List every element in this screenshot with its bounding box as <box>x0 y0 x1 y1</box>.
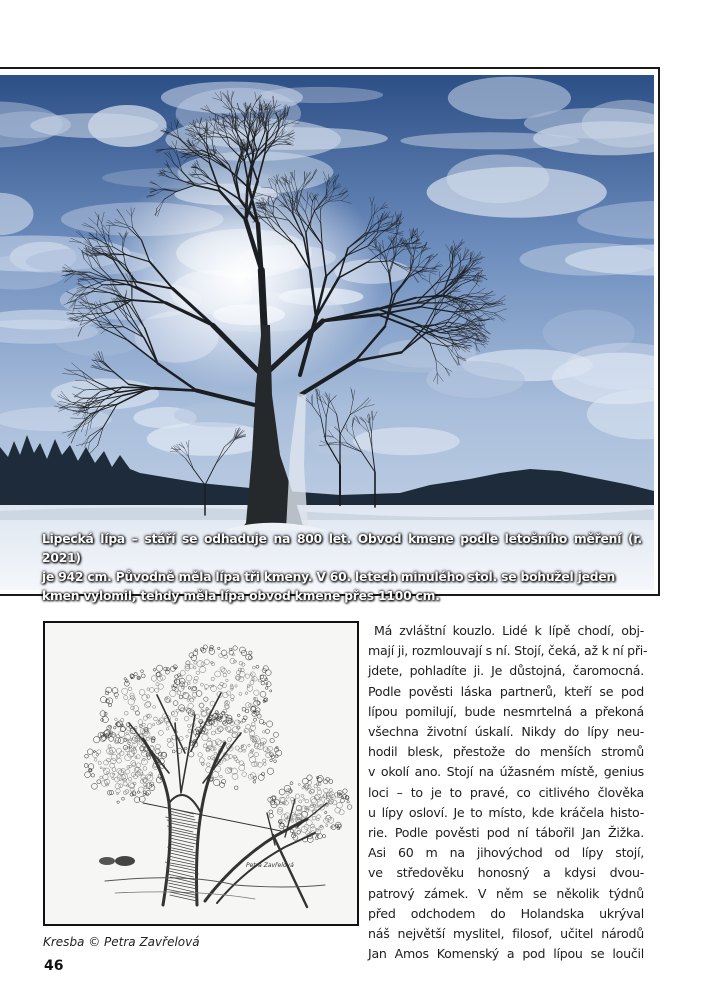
caption-line: kmen vylomil, tehdy měla lípa obvod kmene přes 1100 cm. <box>42 589 440 603</box>
photo-illustration <box>0 75 654 590</box>
article-text <box>368 621 648 964</box>
article-line: Jan Amos Komenský a pod lípou se loučil <box>368 946 644 962</box>
article-line: náš největší myslitel, filosof, učitel národů <box>368 926 644 942</box>
caption-line: Lipecká lípa – stáří se odhaduje na 800 let. Obvod kmene podle letošního měření (r. 2021) <box>42 532 642 565</box>
article-line: u lípy osloví. Je to místo, kde kráčela histo- <box>368 804 644 820</box>
article-line: lípou pomilují, bude nesmrtelná a překoná <box>368 703 644 719</box>
drawing-credit: Kresba © Petra Zavřelová <box>43 935 200 949</box>
tree-pencil-drawing <box>45 623 357 924</box>
article-line: rie. Podle pověsti pod ní tábořil Jan Žižka. <box>368 825 644 841</box>
article-line: Asi 60 m na jihovýchod od lípy stojí, <box>368 845 644 861</box>
article-line: Má zvláštní kouzlo. Lidé k lípě chodí, obj- <box>374 623 644 638</box>
article-line: před odchodem do Holandska ukrýval <box>368 905 644 921</box>
article-line: všechna životní úskalí. Nikdy do lípy neu- <box>368 724 644 740</box>
article-line: patrový zámek. V něm se několik týdnů <box>368 885 644 901</box>
article-line: mají ji, rozmlouvají s ní. Stojí, čeká, až k ní při- <box>368 643 648 659</box>
article-line: hodil blesk, přestože do menších stromů <box>368 744 644 760</box>
page-number: 46 <box>44 958 64 974</box>
drawing-signature: Petra Zavřelová <box>246 862 294 869</box>
photo-frame <box>0 67 660 596</box>
article-line: ve středověku honosný a kdysi dvou- <box>368 865 644 881</box>
article-line: Podle pověsti láska partnerů, kteří se pod <box>368 683 644 699</box>
article-line: v okolí ano. Stojí na úžasném místě, genius <box>368 764 644 780</box>
article-line: jdete, pohladíte ji. Je důstojná, čaromocná. <box>368 663 644 679</box>
article-line: loci – to je to pravé, co citlivého člověka <box>368 784 644 800</box>
linden-tree-winter-photo <box>0 75 654 590</box>
caption-line: je 942 cm. Původně měla lípa tři kmeny. V 60. letech minulého stol. se bohužel jeden <box>42 570 616 584</box>
pencil-drawing-frame <box>43 621 359 926</box>
photo-caption <box>42 530 642 606</box>
